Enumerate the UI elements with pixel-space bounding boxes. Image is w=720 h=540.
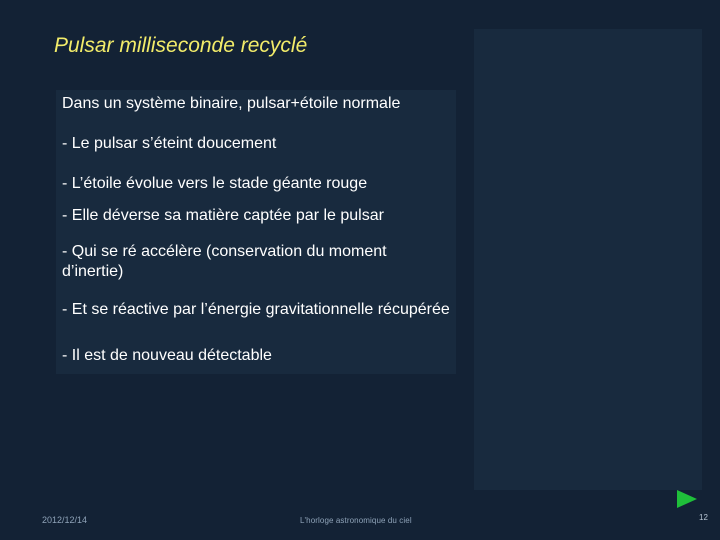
footer-title: L'horloge astronomique du ciel xyxy=(300,516,412,525)
bullet-list xyxy=(56,90,456,374)
next-slide-arrow-icon[interactable] xyxy=(676,489,698,509)
bullet-item: - L’étoile évolue vers le stade géante rouge xyxy=(62,175,368,192)
page-number: 12 xyxy=(699,513,708,522)
bullet-item: Dans un système binaire, pulsar+étoile normale xyxy=(62,95,401,112)
bullet-item: - Il est de nouveau détectable xyxy=(62,347,272,364)
bullet-item: - Qui se ré accélère (conservation du moment d’inertie) xyxy=(62,243,387,280)
slide-title: Pulsar milliseconde recyclé xyxy=(54,34,308,57)
bullet-item: - Le pulsar s’éteint doucement xyxy=(62,135,277,152)
footer-date: 2012/12/14 xyxy=(42,515,88,525)
bullet-item: - Elle déverse sa matière captée par le pulsar xyxy=(62,207,384,224)
image-placeholder-panel xyxy=(474,29,702,490)
bullet-item: - Et se réactive par l’énergie gravitationnelle récupérée xyxy=(62,301,450,318)
